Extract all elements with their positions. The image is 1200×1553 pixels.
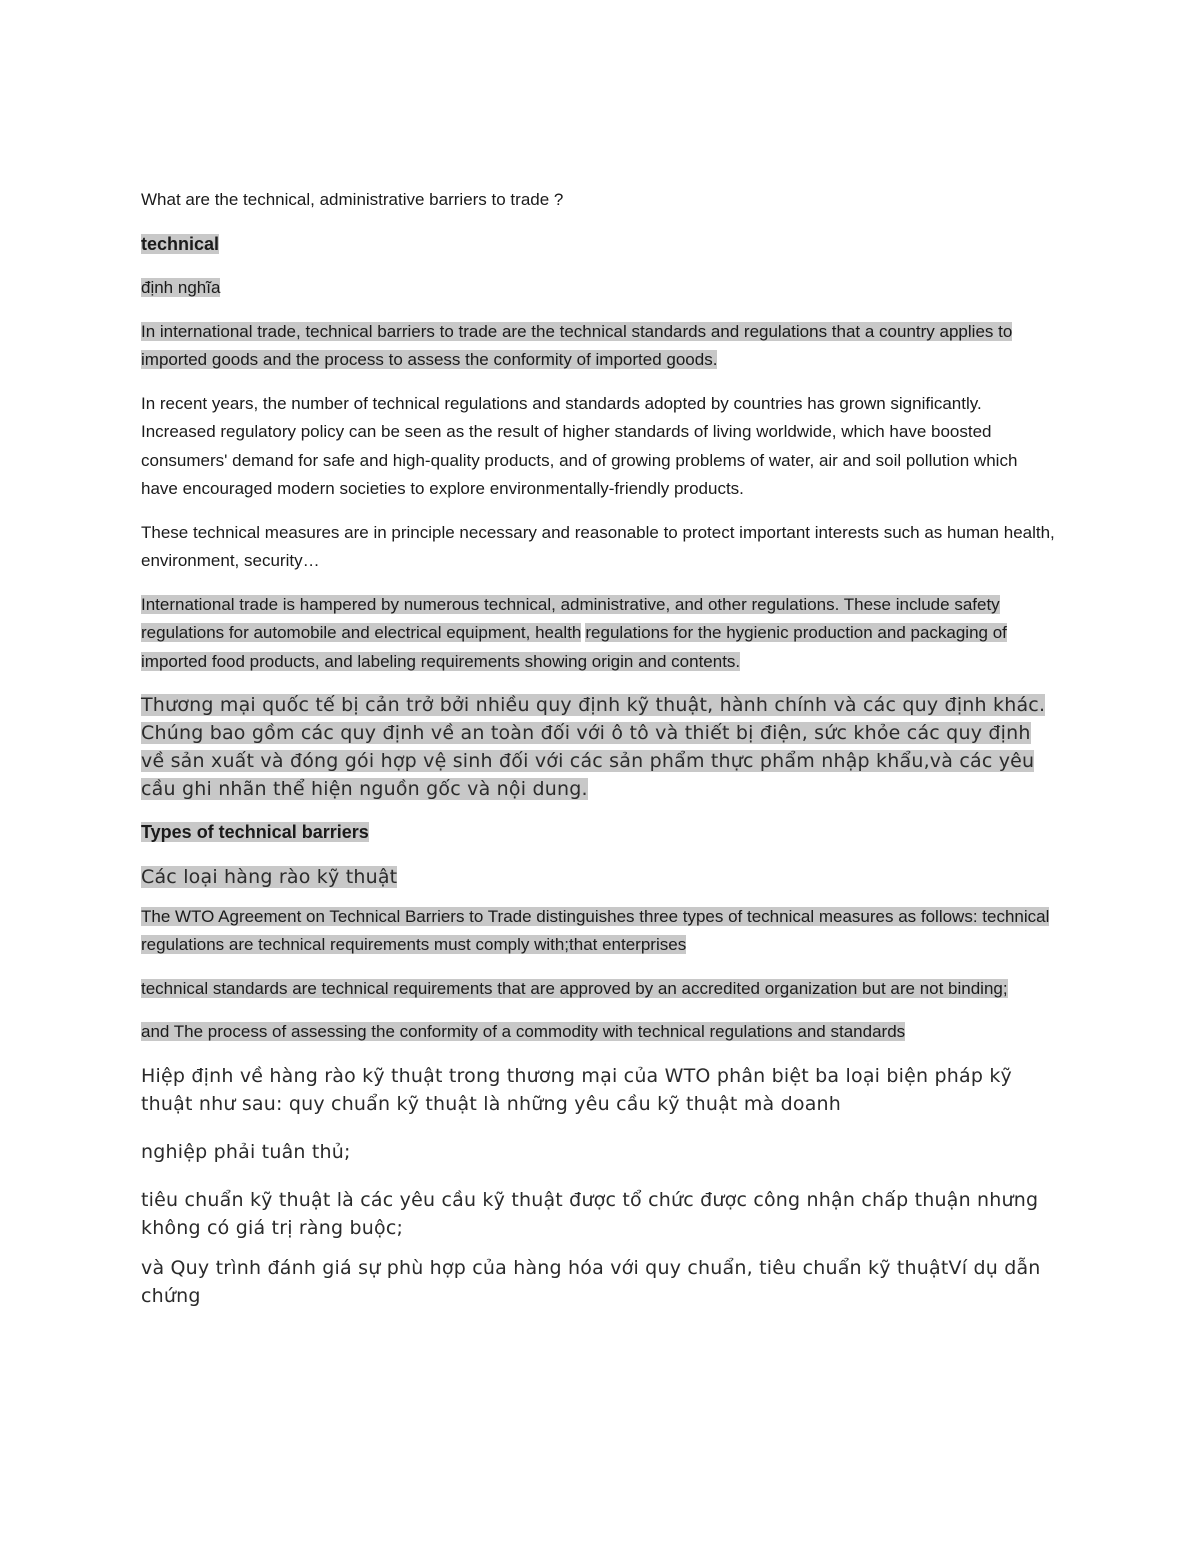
heading-types-vi-text: Các loại hàng rào kỹ thuật [141, 865, 398, 888]
heading-technical [141, 230, 1056, 260]
hampered-text-part1: International trade is hampered by numerous technical, administrative, and other regulations. These include safety regulations for automobile and electrical equipment, health [141, 594, 1000, 642]
heading-types-vi [141, 863, 1056, 891]
enterprise-vi-text: nghiệp phải tuân thủ; [141, 1140, 351, 1163]
recent-years-paragraph [141, 390, 1056, 504]
measures-text: These technical measures are in principle necessary and reasonable to protect important interests such as human health, environment, security… [141, 522, 1055, 570]
recent-years-text: In recent years, the number of technical regulations and standards adopted by countries has grown significantly. Increased regulatory policy can be seen as the result of higher standards of living worldwide, which have boosted consumers' demand for safe and high-quality products, and of growing problems of water, air and soil pollution which have encouraged modern societies to explore environmentally-friendly products. [141, 393, 1018, 498]
heading-technical-text: technical [141, 233, 220, 254]
standards-paragraph [141, 975, 1056, 1004]
definition-label-text: định nghĩa [141, 278, 221, 297]
hampered-text-part2: regulations for the hygienic production and packaging of imported food products, and labeling requirements showing origin and contents. [141, 623, 1007, 671]
definition-paragraph-text: In international trade, technical barriers to trade are the technical standards and regulations that a country applies to imported goods and the process to assess the conformity of imported goods. [141, 321, 1013, 369]
definition-paragraph [141, 318, 1056, 375]
hampered-vi-paragraph [141, 691, 1056, 803]
hampered-vi-text: Thương mại quốc tế bị cản trở bởi nhiều quy định kỹ thuật, hành chính và các quy định khác. Chúng bao gồm các quy định về an toàn đối với ô tô và thiết bị điện, sức khỏe các quy định về sản xuất và đóng gói hợp vệ sinh đối với các sản phẩm thực phẩm nhập khẩu,và các yêu cầu ghi nhãn thể hiện nguồn gốc và nội dung. [141, 694, 1046, 800]
question-line [141, 186, 1056, 215]
wto-text: The WTO Agreement on Technical Barriers to Trade distinguishes three types of technical measures as follows: technical regulations are technical requirements must comply with;that enterprises [141, 906, 1050, 954]
heading-types-text: Types of technical barriers [141, 822, 369, 842]
measures-paragraph [141, 519, 1056, 576]
hampered-paragraph [141, 591, 1056, 677]
standards-text: technical standards are technical requirements that are approved by an accredited organization but are not binding; [141, 978, 1008, 998]
wto-paragraph [141, 903, 1056, 960]
standards-vi-paragraph [141, 1186, 1056, 1242]
question-text: What are the technical, administrative barriers to trade ? [141, 190, 564, 209]
document-page [141, 186, 1056, 1325]
process-text: and The process of assessing the conformity of a commodity with technical regulations and standards [141, 1022, 906, 1041]
heading-types [141, 818, 1056, 848]
process-vi-text: và Quy trình đánh giá sự phù hợp của hàng hóa với quy chuẩn, tiêu chuẩn kỹ thuậtVí dụ dẫn chứng [141, 1256, 1041, 1307]
wto-vi-paragraph [141, 1062, 1056, 1118]
definition-label [141, 274, 1056, 303]
standards-vi-text: tiêu chuẩn kỹ thuật là các yêu cầu kỹ thuật được tổ chức được công nhận chấp thuận nhưng không có giá trị ràng buộc; [141, 1188, 1039, 1239]
enterprise-vi-paragraph [141, 1138, 1056, 1166]
process-paragraph [141, 1018, 1056, 1047]
process-vi-paragraph [141, 1254, 1056, 1310]
wto-vi-text: Hiệp định về hàng rào kỹ thuật trong thương mại của WTO phân biệt ba loại biện pháp kỹ thuật như sau: quy chuẩn kỹ thuật là những yêu cầu kỹ thuật mà doanh [141, 1064, 1012, 1115]
